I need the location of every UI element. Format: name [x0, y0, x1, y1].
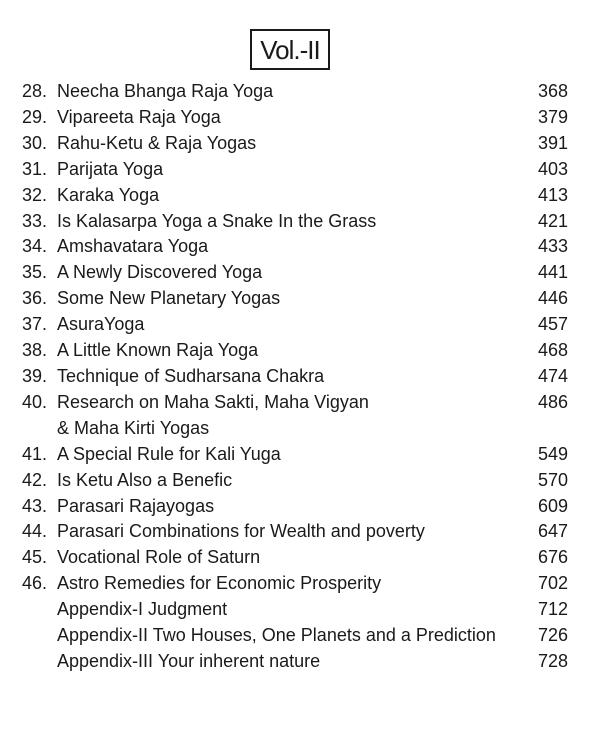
entry-page: 712: [537, 599, 568, 620]
entry-number: 30.: [22, 132, 48, 153]
entry-page: 368: [537, 81, 568, 101]
entry-number: 38.: [22, 340, 48, 361]
entry-page: 702: [537, 573, 568, 594]
entry-title: Neecha Bhanga Raja Yoga: [57, 81, 274, 101]
entry-title: Appendix-I Judgment: [57, 599, 228, 620]
entry-title: Vocational Role of Saturn: [57, 547, 261, 568]
entry-page: 609: [537, 495, 568, 516]
entry-number: 29.: [22, 106, 48, 127]
entry-title: Astro Remedies for Economic Prosperity: [57, 573, 382, 594]
toc-entry: [22, 519, 568, 545]
entry-page: 726: [537, 625, 568, 646]
toc-entry: [22, 364, 568, 390]
entry-title: Rahu-Ketu & Raja Yogas: [57, 132, 257, 153]
toc-entry: [22, 390, 568, 416]
entry-title: A Special Rule for Kali Yuga: [57, 443, 281, 464]
entry-title: Karaka Yoga: [57, 184, 160, 205]
entry-title: Appendix-III Your inherent nature: [57, 650, 321, 671]
entry-title: Parijata Yoga: [57, 158, 164, 179]
entry-page: 457: [537, 314, 568, 335]
entry-number: 46.: [22, 573, 48, 594]
toc-entry: [22, 545, 568, 571]
entry-number: 42.: [22, 469, 48, 490]
toc-entry: [22, 571, 568, 597]
entry-title: Parasari Combinations for Wealth and poverty: [57, 521, 425, 542]
toc-entry: [22, 105, 568, 131]
entry-title: Technique of Sudharsana Chakra: [57, 365, 325, 386]
toc-entry: [22, 131, 568, 157]
entry-number: 45.: [22, 547, 48, 568]
entry-number: 44.: [22, 521, 48, 542]
toc-entry: [22, 442, 568, 468]
entry-number: 35.: [22, 262, 48, 283]
entry-page: 403: [537, 158, 568, 179]
entry-number: 28.: [22, 81, 48, 101]
entry-page: 474: [537, 365, 568, 386]
entry-page: 391: [537, 132, 568, 153]
entry-page: 446: [537, 288, 568, 309]
spacer: [22, 416, 57, 442]
entry-page: 647: [537, 521, 568, 542]
entry-page: 468: [537, 340, 568, 361]
toc-entry: [22, 494, 568, 520]
entry-page: 379: [537, 106, 568, 127]
toc-entry: [22, 286, 568, 312]
volume-heading: Vol.-II: [250, 29, 330, 70]
entry-page: 486: [537, 391, 568, 412]
entry-page: 570: [537, 469, 568, 490]
entry-number: 32.: [22, 184, 48, 205]
entry-number: 34.: [22, 236, 48, 257]
entry-title: A Newly Discovered Yoga: [57, 262, 263, 283]
entry-title: Amshavatara Yoga: [57, 236, 209, 257]
entry-title: Parasari Rajayogas: [57, 495, 215, 516]
entry-page: 676: [537, 547, 568, 568]
entry-number: 36.: [22, 288, 48, 309]
entry-page: 421: [537, 210, 568, 231]
entry-title: Is Ketu Also a Benefic: [57, 469, 233, 490]
toc-entry-continuation: [22, 416, 568, 442]
entry-title: Is Kalasarpa Yoga a Snake In the Grass: [57, 210, 377, 231]
entry-title: A Little Known Raja Yoga: [57, 340, 259, 361]
entry-number: 43.: [22, 495, 48, 516]
toc-entry: [22, 597, 568, 623]
entry-title: Vipareeta Raja Yoga: [57, 106, 221, 127]
entry-page: 549: [537, 443, 568, 464]
entry-page: 441: [537, 262, 568, 283]
table-of-contents: [22, 79, 568, 675]
toc-entry: [22, 649, 568, 675]
entry-title: Appendix-II Two Houses, One Planets and a Prediction: [57, 625, 496, 646]
entry-title: Research on Maha Sakti, Maha Vigyan: [57, 391, 369, 412]
entry-number: 40.: [22, 391, 48, 412]
entry-number: 41.: [22, 443, 48, 464]
entry-number: 37.: [22, 314, 48, 335]
toc-entry: [22, 623, 568, 649]
toc-entry: [22, 79, 568, 105]
entry-title: AsuraYoga: [57, 314, 145, 335]
toc-entry: [22, 312, 568, 338]
toc-entry: [22, 260, 568, 286]
toc-entry: [22, 157, 568, 183]
entry-number: 33.: [22, 210, 48, 231]
toc-entry: [22, 468, 568, 494]
toc-entry: [22, 338, 568, 364]
toc-entry: [22, 183, 568, 209]
entry-page: 413: [537, 184, 568, 205]
entry-page: 728: [537, 650, 568, 671]
entry-page: 433: [537, 236, 568, 257]
toc-entry: [22, 209, 568, 235]
entry-number: 39.: [22, 365, 48, 386]
entry-number: 31.: [22, 158, 48, 179]
entry-title-continued: & Maha Kirti Yogas: [57, 417, 210, 438]
entry-title: Some New Planetary Yogas: [57, 288, 281, 309]
toc-entry: [22, 234, 568, 260]
